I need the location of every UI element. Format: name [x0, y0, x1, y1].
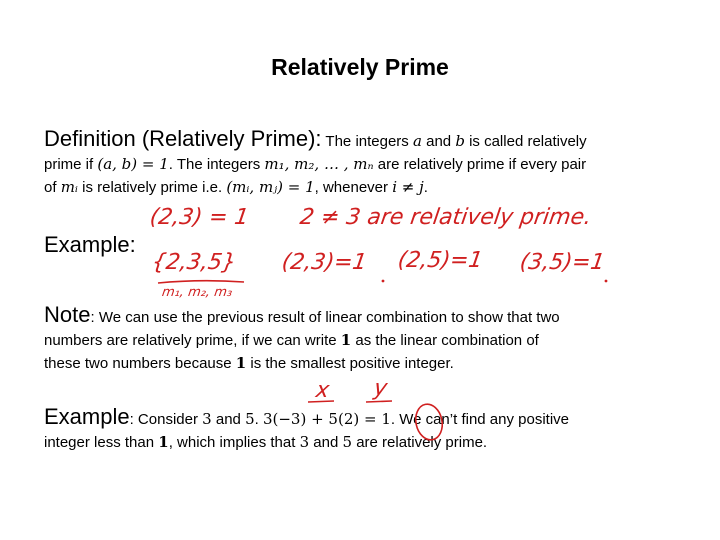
handwriting-x-dash: [308, 401, 334, 402]
example-2-heading: Example: [44, 404, 130, 429]
note-heading: Note: [44, 302, 91, 327]
note-line-1: Note: We can use the previous result of linear combination to show that two: [44, 302, 560, 327]
example-1-heading: Example:: [44, 232, 136, 257]
handwriting-dot-1: [382, 280, 385, 283]
handwriting-y-dash: [366, 401, 392, 402]
handwriting-x-label: x: [314, 378, 331, 403]
page-title: Relatively Prime: [271, 54, 449, 80]
handwriting-dot-2: [605, 280, 608, 283]
definition-line-3: of mᵢ is relatively prime i.e. (mᵢ, mⱼ) = 1, whenever i ≠ j.: [44, 178, 428, 196]
handwriting-set-2-3-5: {2,3,5}: [150, 250, 238, 275]
example-2-line-2: integer less than 1, which implies that 3 and 5 are relatively prime.: [44, 433, 488, 451]
example-2-line-1: Example: Consider 3 and 5. 3(−3) + 5(2) = 1. We can’t find any positive: [44, 404, 570, 429]
note-line-3: these two numbers because 1 is the smallest positive integer.: [44, 354, 454, 372]
handwriting-m1-m2-m3: m₁, m₂, m₃: [160, 285, 234, 300]
definition-heading: Definition (Relatively Prime):: [44, 126, 322, 151]
handwriting-gcd-2-3: (2,3) = 1: [148, 205, 251, 230]
handwriting-underline-set: [158, 281, 244, 283]
definition-line-1: Definition (Relatively Prime): The integers a and b is called relatively: [44, 126, 587, 151]
note-line-2: numbers are relatively prime, if we can write 1 as the linear combination of: [44, 331, 539, 349]
handwriting-gcd-2-5: (2,5)=1: [396, 248, 485, 273]
definition-line-2: prime if (a, b) = 1. The integers m₁, m₂, … , mₙ are relatively prime if every pair: [44, 155, 587, 173]
handwriting-circle-one: [413, 402, 446, 443]
handwriting-relatively-prime-note: 2 ≠ 3 are relatively prime.: [298, 205, 593, 230]
handwriting-y-label: y: [372, 376, 389, 401]
handwriting-gcd-3-5: (3,5)=1: [518, 250, 607, 275]
handwriting-gcd-2-3-b: (2,3)=1: [280, 250, 369, 275]
